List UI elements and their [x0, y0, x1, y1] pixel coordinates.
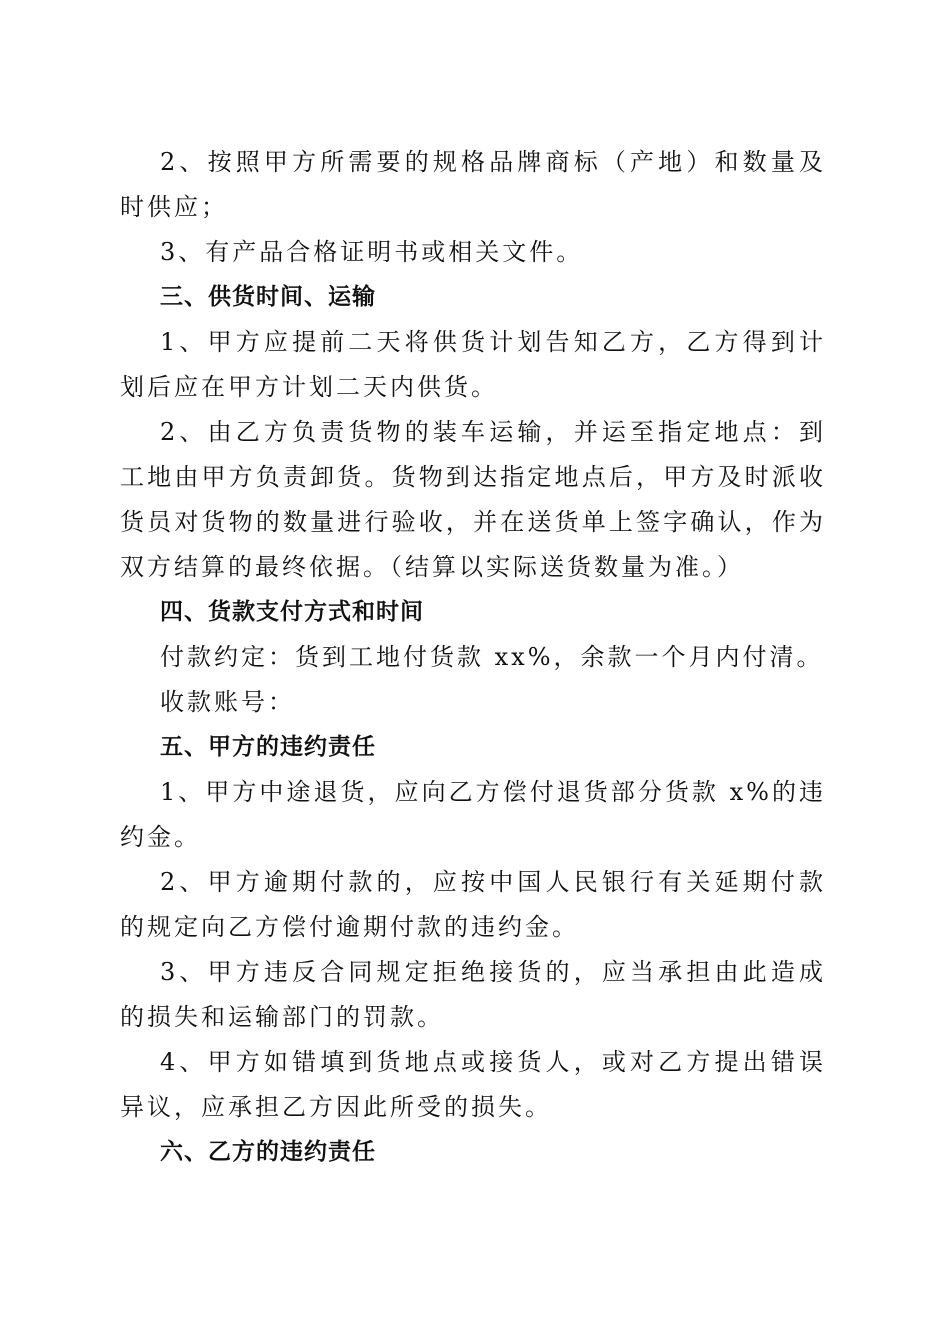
- paragraph-a-refuse-delivery: 3、甲方违反合同规定拒绝接货的，应当承担由此造成的损失和运输部门的罚款。: [120, 958, 826, 1031]
- paragraph-certificate: 3、有产品合格证明书或相关文件。: [160, 238, 584, 266]
- paragraph-a-wrong-address: 4、甲方如错填到货地点或接货人，或对乙方提出错误异议，应承担乙方因此所受的损失。: [120, 1048, 826, 1121]
- contract-body: [120, 140, 826, 1175]
- paragraph-transport: 2、由乙方负责货物的装车运输，并运至指定地点：到工地由甲方负责卸货。货物到达指定地点后，甲方及时派收货员对货物的数量进行验收，并在送货单上签字确认，作为双方结算的最终依据。（结算以实际送货数量为准。）: [120, 418, 826, 581]
- heading-delivery-time: 三、供货时间、运输: [160, 284, 376, 310]
- paragraph-payment-terms: 付款约定：货到工地付货款 xx%，余款一个月内付清。: [160, 643, 824, 671]
- heading-payment: 四、货款支付方式和时间: [160, 599, 424, 625]
- paragraph-a-late-payment: 2、甲方逾期付款的，应按中国人民银行有关延期付款的规定向乙方偿付逾期付款的违约金。: [120, 868, 826, 941]
- paragraph-supply-spec: 2、按照甲方所需要的规格品牌商标（产地）和数量及时供应；: [120, 148, 826, 221]
- paragraph-account-number: 收款账号：: [160, 688, 295, 716]
- paragraph-delivery-plan: 1、甲方应提前二天将供货计划告知乙方，乙方得到计划后应在甲方计划二天内供货。: [120, 328, 826, 401]
- heading-party-b-liability: 六、乙方的违约责任: [160, 1139, 376, 1165]
- heading-party-a-liability: 五、甲方的违约责任: [160, 734, 376, 760]
- paragraph-a-return: 1、甲方中途退货，应向乙方偿付退货部分货款 x%的违约金。: [120, 778, 826, 851]
